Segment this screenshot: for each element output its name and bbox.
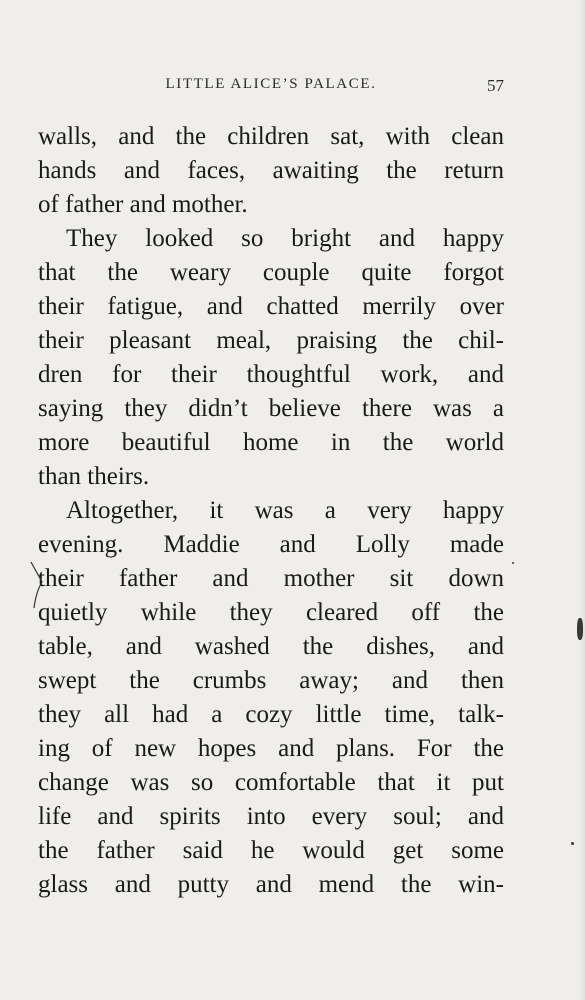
- text-line: dren for their thoughtful work, and: [38, 361, 504, 388]
- text-line: quietly while they cleared off the: [38, 599, 504, 626]
- page-number: 57: [487, 76, 504, 95]
- text-line: their fatigue, and chatted merrily over: [38, 293, 504, 320]
- text-line: their father and mother sit down: [38, 565, 504, 592]
- page-header: [38, 76, 504, 98]
- running-head: LITTLE ALICE’S PALACE.: [165, 76, 377, 92]
- text-line: walls, and the children sat, with clean: [38, 123, 504, 150]
- text-line: table, and washed the dishes, and: [38, 633, 504, 660]
- text-line: that the weary couple quite forgot: [38, 259, 504, 286]
- text-line: ing of new hopes and plans. For the: [38, 735, 504, 762]
- text-line: saying they didn’t believe there was a: [38, 395, 504, 422]
- text-line: more beautiful home in the world: [38, 429, 504, 456]
- text-line: glass and putty and mend the win-: [38, 871, 504, 898]
- text-line: hands and faces, awaiting the return: [38, 157, 504, 184]
- text-line: the father said he would get some: [38, 837, 504, 864]
- text-line: than theirs.: [38, 463, 150, 490]
- text-line: life and spirits into every soul; and: [38, 803, 504, 830]
- ink-speck: [512, 562, 514, 564]
- text-line: Altogether, it was a very happy: [66, 497, 504, 524]
- text-line: They looked so bright and happy: [66, 225, 504, 252]
- margin-pencil-mark: [30, 560, 44, 610]
- text-line: swept the crumbs away; and then: [38, 667, 504, 694]
- text-line: their pleasant meal, praising the chil-: [38, 327, 504, 354]
- body-text: [38, 120, 504, 902]
- ink-speck: [571, 842, 574, 845]
- text-line: evening. Maddie and Lolly made: [38, 531, 504, 558]
- text-line: change was so comfortable that it put: [38, 769, 504, 796]
- text-line: they all had a cozy little time, talk-: [38, 701, 504, 728]
- text-line: of father and mother.: [38, 191, 248, 218]
- page-edge-shadow: [579, 0, 585, 1000]
